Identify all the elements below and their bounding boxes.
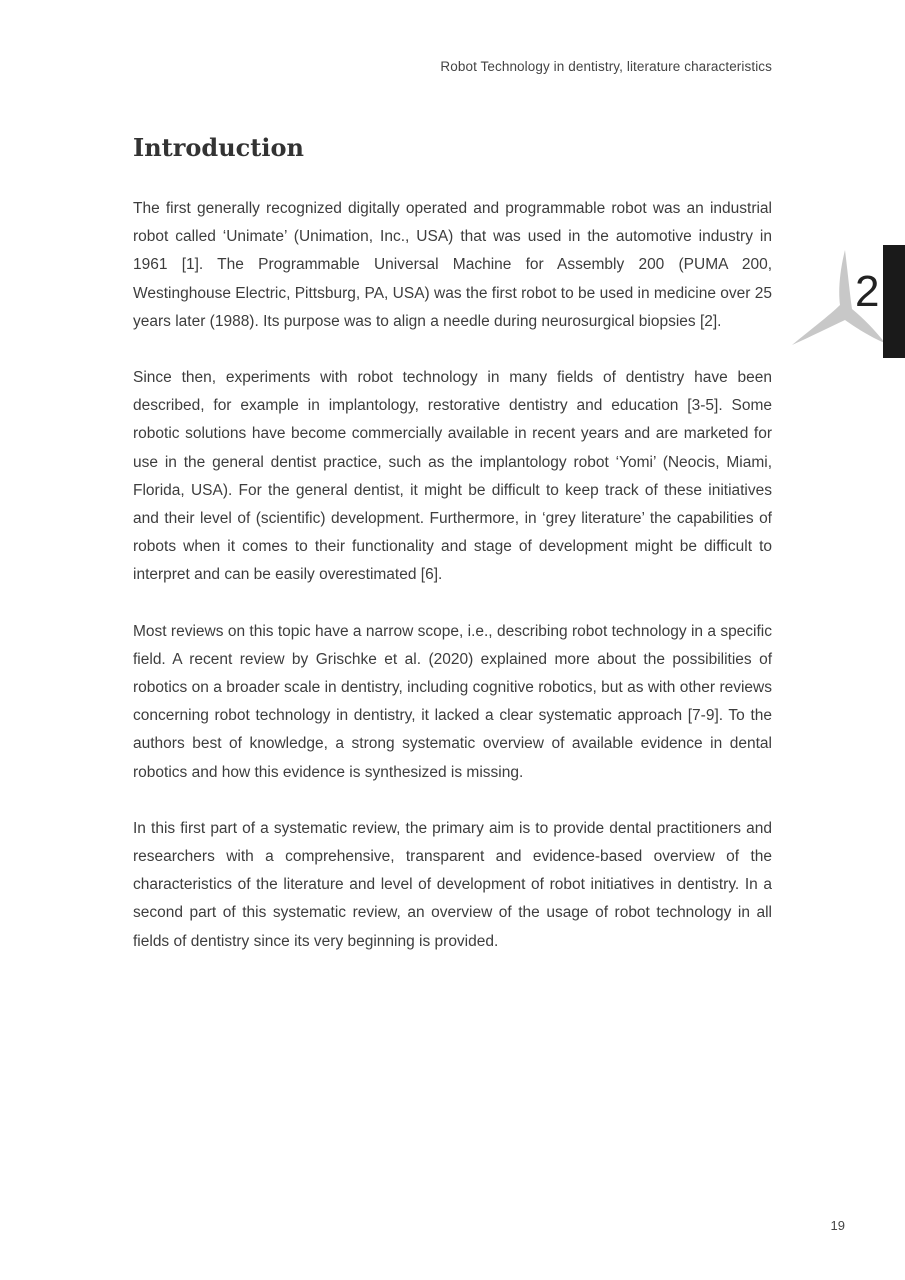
chapter-number: 2 bbox=[855, 267, 880, 316]
section-title: Introduction bbox=[133, 133, 304, 162]
paragraph: Most reviews on this topic have a narrow scope, i.e., describing robot technology in a specific field. A recent review by Grischke et al. (2020) explained more about the possibilities of robotics on a broader scale in dentistry, including cognitive robotics, but as with other reviews concerning robot technology in dentistry, it lacked a clear systematic approach [7-9]. To the authors best of knowledge, a strong systematic overview of available evidence in dental robotics and how this evidence is synthesized is missing. bbox=[133, 622, 772, 781]
page-number: 19 bbox=[830, 1218, 845, 1233]
running-header: Robot Technology in dentistry, literature characteristics bbox=[440, 59, 772, 74]
paragraph: The first generally recognized digitally operated and programmable robot was an industrial robot called ‘Unimate’ (Unimation, Inc., USA) that was used in the automotive industry in 1961 [1]. The Programmable Universal Machine for Assembly 200 (PUMA 200, Westinghouse Electric, Pittsburg, PA, USA) was the first robot to be used in medicine over 25 years later (1988). Its purpose was to align a needle during neurosurgical biopsies [2]. bbox=[133, 200, 772, 330]
paragraph: Since then, experiments with robot technology in many fields of dentistry have been described, for example in implantology, restorative dentistry and education [3-5]. Some robotic solutions have become commercially available in recent years and are marketed for use in the general dentist practice, such as the implantology robot ‘Yomi’ (Neocis, Miami, Florida, USA). For the general dentist, it might be difficult to keep track of these initiatives and their level of (scientific) development. Furthermore, in ‘grey literature’ the capabilities of robots when it comes to their functionality and stage of development might be difficult to interpret and can be easily overestimated [6]. bbox=[133, 369, 772, 584]
body-text bbox=[133, 195, 772, 984]
chapter-tab bbox=[883, 245, 905, 358]
paragraph: In this first part of a systematic review, the primary aim is to provide dental practitioners and researchers with a comprehensive, transparent and evidence-based overview of the characteristics of the literature and level of development of robot initiatives in dentistry. In a second part of this systematic review, an overview of the usage of robot technology in all fields of dentistry since its very beginning is provided. bbox=[133, 819, 772, 950]
